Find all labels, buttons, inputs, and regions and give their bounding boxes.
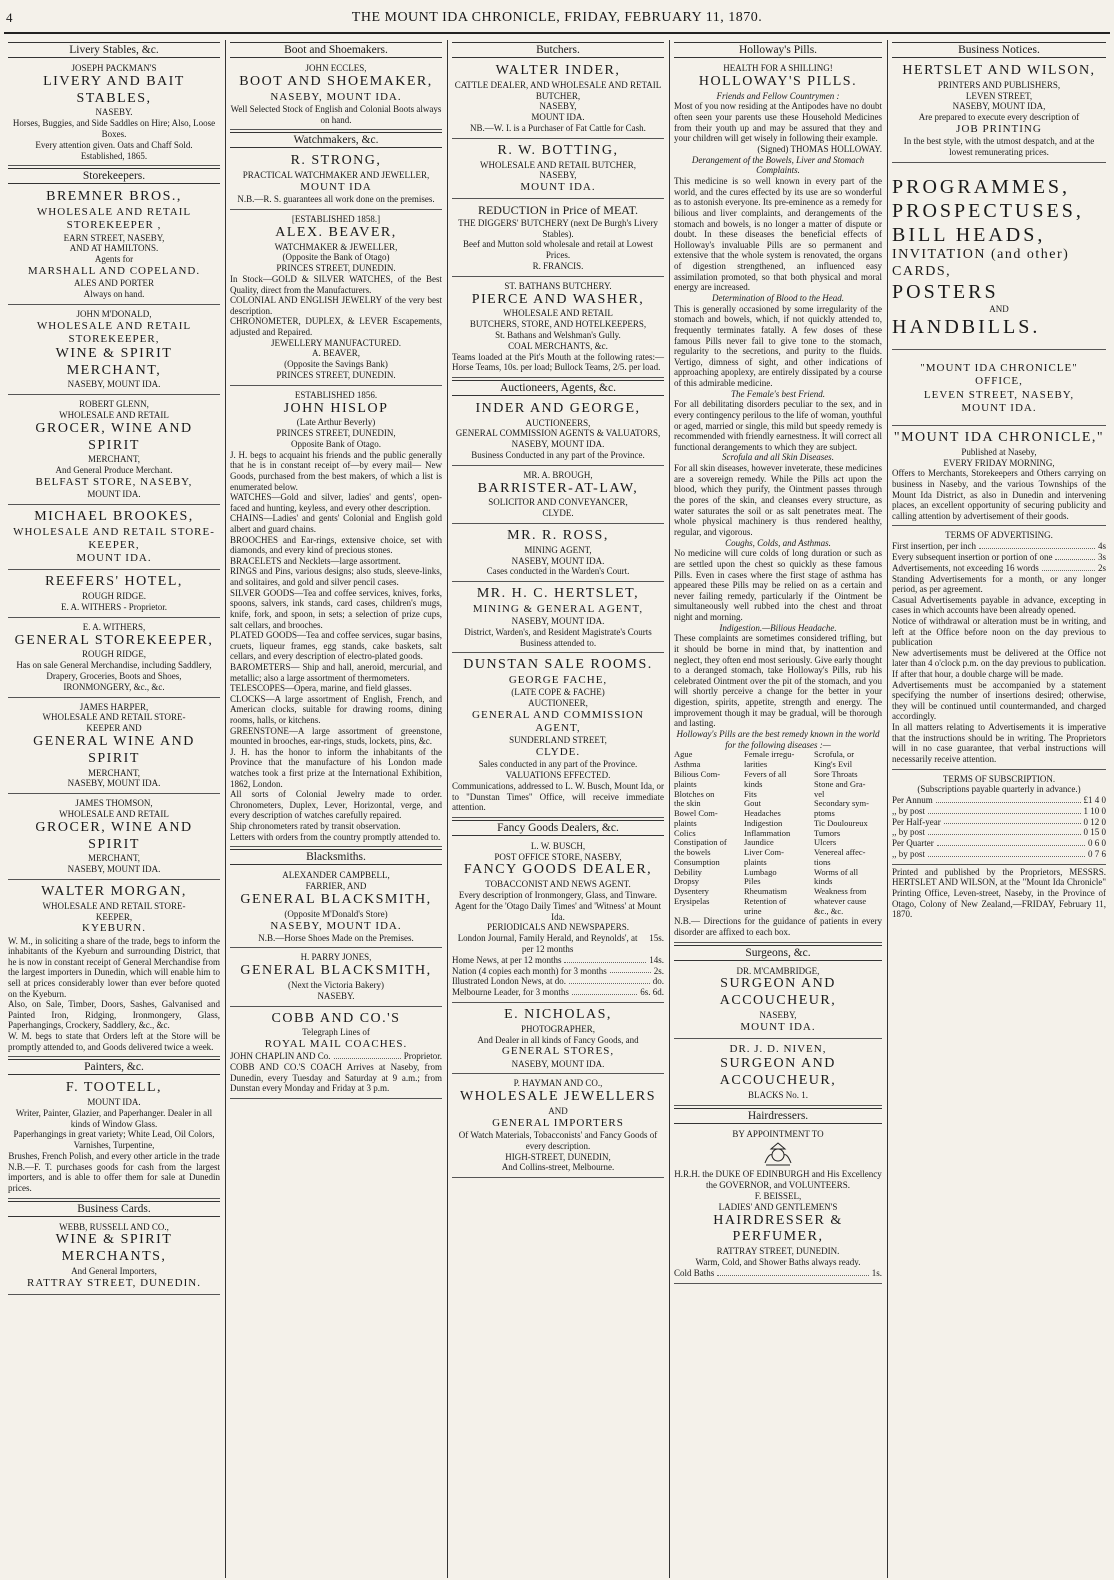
- section-heading: Surgeons, &c.: [674, 945, 882, 961]
- disease-item: Secondary sym-: [814, 798, 870, 809]
- rate-value: 4s: [1097, 541, 1106, 552]
- masthead: [0, 0, 1114, 34]
- section-heading: Holloway's Pills.: [674, 42, 882, 58]
- disease-item: Fits: [744, 788, 757, 799]
- disease-item: Weakness from: [814, 886, 867, 897]
- ad-subscription: TERMS OF SUBSCRIPTION. (Subscriptions payable quarterly in advance.) Per Annum £1 4 0 ,, by post 1 10 0 Per Half-year 0 12 0 ,, by post 0 15 0 Per Quarter 0 6 0 ,, by post 0 7 6: [892, 772, 1106, 865]
- disease-item: Tic Douloureux: [814, 817, 868, 828]
- disease-item: Dysentery: [674, 886, 709, 897]
- ad-niven: DR. J. D. NIVEN, SURGEON AND ACCOUCHEUR, BLACKS No. 1.: [674, 1041, 882, 1106]
- ad-beissel: BY APPOINTMENT TO H.R.H. the DUKE OF EDINBURGH and His Excellency the GOVERNOR, and VOLUNTEERS. F. BEISSEL, LADIES' AND GENTLEMEN'S HAIRDRESSER & PERFUMER, RATTRAY STREET, DUNEDIN. Warm, Cold, and Shower Baths always ready. Cold Baths 1s.: [674, 1127, 882, 1284]
- rate-label: ,, by post: [892, 849, 926, 860]
- disease-item: Ague: [674, 749, 693, 760]
- ad-reefers: REEFERS' HOTEL, ROUGH RIDGE. E. A. WITHERS - Proprietor.: [8, 572, 220, 617]
- ad-office: "MOUNT IDA CHRONICLE" OFFICE, LEVEN STREET, NASEBY, MOUNT IDA.: [892, 352, 1106, 426]
- disease-item: plaints: [674, 817, 697, 828]
- disease-item: Dropsy: [674, 876, 700, 887]
- newspaper-title: THE MOUNT IDA CHRONICLE, FRIDAY, FEBRUARY 11, 1870.: [351, 10, 763, 25]
- rate-label: First insertion, per inch: [892, 541, 976, 552]
- section-heading: Fancy Goods Dealers, &c.: [452, 820, 664, 836]
- section-heading: Blacksmiths.: [230, 849, 442, 865]
- subscription-rates: [892, 795, 1106, 860]
- ad-glenn: ROBERT GLENN, WHOLESALE AND RETAIL GROCER, WINE AND SPIRIT MERCHANT, And General Produce Merchant. BELFAST STORE, NASEBY, MOUNT IDA.: [8, 397, 220, 505]
- disease-item: Retention of: [744, 895, 787, 906]
- rate-value: 0 12 0: [1083, 816, 1106, 827]
- column-5: [888, 40, 1110, 1578]
- ad-withers: E. A. WITHERS, GENERAL STOREKEEPER, ROUGH RIDGE, Has on sale General Merchandise, including Saddlery, Drapery, Groceries, Boots and Shoes, IRONMONGERY, &c., &c.: [8, 620, 220, 698]
- ad-terms: TERMS OF ADVERTISING. First insertion, per inch 4s Every subsequent insertion or portion of one 3s Advertisements, not exceeding 16 words 2s Standing Advertisements for a month, or any longer period, as per agreement. Casual Advertisements payable in advance, excepting in cases in which accounts have been already opened. Notice of withdrawal or alteration must be in writing, and left at the Office before noon on the day previous to publication New advertisements must be delivered at the Office not later than 4 o'clock p.m. on the day previous to publication. If after that hour, a double charge will be made. Advertisements must be accompanied by a statement specifying the number of insertions desired; otherwise, they will be continued until countermanded, and charged accordingly. In all matters relating to Advertisements it is imperative that the instructions should be in writing. The Proprietors will in no case guarantee, that verbal instructions will necessarily receive attention.: [892, 528, 1106, 769]
- ad-hislop: ESTABLISHED 1856. JOHN HISLOP (Late Arthur Beverly) PRINCES STREET, DUNEDIN, Opposite Bank of Otago. J. H. begs to acquaint his friends and the public generally that he is in constant receipt of—by every mail— New Goods, purchased from the best makers, of which a list is enumerated below. WATCHES—Gold and silver, ladies' and gents', open-faced and hunting, keyless, and every other description. CHAINS—Ladies' and gents' Colonial and English gold albert and guard chains. BROOCHES and Ear-rings, extensive choice, set with diamonds, and every kind of precious stones. BRACELETS and Necklets—large assortment. RINGS and Pins, various designs; also studs, sleeve-links, and solitaires, and gold and silver pencil cases. SILVER GOODS—Tea and coffee services, knives, forks, spoons, salvers, ink stands, card cases, children's mugs, knife, fork, and spoon, in sets; a selection of prize cups, salt cellars, and brooches. PLATED GOODS—Tea and coffee services, sugar basins, cruets, liqueur frames, egg stands, cake baskets, salt cellars, and every description of electro-plated goods. BAROMETERS— Ship and hall, aneroid, mercurial, and metallic; also a large assortment of thermometers. TELESCOPES—Opera, marine, and field glasses. CLOCKS—A large assortment of English, French, and American clocks, suitable for drawing rooms, dining rooms, halls, or kitchens. GREENSTONE—A large assortment of greenstone, mounted in brooches, ear-rings, studs, lockets, pins, &c. J. H. has the honor to inform the inhabitants of the Province that the manufacture of his London made watches took a first prize at the International Exhibition, 1862, London. All sorts of Colonial Jewelry made to order. Chronometers, Duplex, Lever, Horizontal, verge, and every description of watches carefully repaired. Ship chronometers rated by transit observation. Letters with orders from the country promptly attended to.: [230, 388, 442, 848]
- rate-label: Per Half-year: [892, 816, 941, 827]
- royal-crest-icon: [761, 1141, 795, 1167]
- rate-label: ,, by post: [892, 827, 926, 838]
- ad-jones: H. PARRY JONES, GENERAL BLACKSMITH, (Next the Victoria Bakery) NASEBY.: [230, 950, 442, 1006]
- disease-item: kinds: [744, 778, 763, 789]
- advertising-rates: [892, 541, 1106, 573]
- rate-value: £1 4 0: [1083, 795, 1106, 806]
- ad-hayman: P. HAYMAN AND CO., WHOLESALE JEWELLERS AND GENERAL IMPORTERS Of Watch Materials, Tobacconists' and Fancy Goods of every description. HIGH-STREET, DUNEDIN, And Collins-street, Melbourne.: [452, 1076, 664, 1178]
- ad-mcdonald: JOHN M'DONALD, WHOLESALE AND RETAIL STOREKEEPER, WINE & SPIRIT MERCHANT, NASEBY, MOUNT IDA.: [8, 307, 220, 396]
- section-heading: Business Notices.: [892, 42, 1106, 58]
- ad-nicholas: E. NICHOLAS, PHOTOGRAPHER, And Dealer in all kinds of Fancy Goods, and GENERAL STORES, NASEBY, MOUNT IDA.: [452, 1005, 664, 1074]
- disease-item: Consumption: [674, 856, 720, 867]
- ad-packman: JOSEPH PACKMAN'S LIVERY AND BAIT STABLES, NASEBY. Horses, Buggies, and Side Saddles on Hire; Also, Loose Boxes. Every attention given. Oats and Chaff Sold. Established, 1865.: [8, 61, 220, 166]
- section-heading: Auctioneers, Agents, &c.: [452, 380, 664, 396]
- rate-value: 2s: [1097, 562, 1106, 573]
- ad-inder: WALTER INDER, CATTLE DEALER, AND WHOLESALE AND RETAIL BUTCHER, NASEBY, MOUNT IDA. NB.—W. I. is a Purchaser of Fat Cattle for Cash.: [452, 61, 664, 139]
- rate-label: ,, by post: [892, 805, 926, 816]
- rate-value: 3s: [1097, 551, 1106, 562]
- section-heading: Watchmakers, &c.: [230, 132, 442, 148]
- rate-label: Per Annum: [892, 795, 933, 806]
- rate-value: 0 15 0: [1083, 827, 1106, 838]
- ad-francis: REDUCTION in Price of MEAT. THE DIGGERS' BUTCHERY (next De Burgh's Livery Stables). Beef and Mutton sold wholesale and retail at Lowest Prices. R. FRANCIS.: [452, 201, 664, 276]
- disease-item: Headaches: [744, 808, 781, 819]
- disease-item: Ulcers: [814, 837, 837, 848]
- column-2: [226, 40, 446, 1578]
- disease-item: Piles: [744, 876, 761, 887]
- disease-item: plaints: [744, 856, 767, 867]
- disease-item: Debility: [674, 866, 702, 877]
- disease-item: Rheumatism: [744, 886, 787, 897]
- disease-item: Worms of all: [814, 866, 859, 877]
- disease-item: Jaundice: [744, 837, 774, 848]
- disease-item: the skin: [674, 798, 701, 809]
- page-number: 4: [6, 10, 13, 25]
- diseases-table: [674, 750, 882, 916]
- masthead-rule: [4, 32, 1110, 34]
- newspaper-columns: [4, 40, 1110, 1578]
- ad-ross: MR. R. ROSS, MINING AGENT, NASEBY, MOUNT IDA. Cases conducted in the Warden's Court.: [452, 526, 664, 582]
- disease-item: Bilious Com-: [674, 768, 721, 779]
- disease-item: Sore Throats: [814, 768, 858, 779]
- disease-item: Stone and Gra-: [814, 778, 866, 789]
- ad-mccambridge: DR. M'CAMBRIDGE, SURGEON AND ACCOUCHEUR, NASEBY, MOUNT IDA.: [674, 964, 882, 1039]
- rate-row: [892, 806, 1106, 817]
- column-1: [4, 40, 224, 1578]
- section-heading: Livery Stables, &c.: [8, 42, 220, 58]
- ad-hertslet-agent: MR. H. C. HERTSLET, MINING & GENERAL AGENT, NASEBY, MOUNT IDA. District, Warden's, and Resident Magistrate's Courts Business attended to.: [452, 584, 664, 653]
- disease-item: Scrofula, or: [814, 749, 855, 760]
- disease-item: ptoms: [814, 808, 835, 819]
- ad-morgan: WALTER MORGAN, WHOLESALE AND RETAIL STORE- KEEPER, KYEBURN. W. M., in soliciting a share of the trade, begs to inform the inhabitants of the Kyeburn and surrounding District, that he is now in constant receipt of General Merchandise from the largest importers in Dunedin, which will enable him to sell at prices considerably lower than ever before quoted on the Kyeburn. Also, on Sale, Timber, Doors, Sashes, Galvanised and Painted Iron, Ridging, Ironmongery, Glass, Paperhangings, Crockery, Saddlery, &c., &c. W. M. begs to state that Orders left at the Store will be promptly attended to, and Goods delivered twice a week.: [8, 882, 220, 1057]
- disease-item: Bowel Com-: [674, 808, 718, 819]
- section-heading: Butchers.: [452, 42, 664, 58]
- ad-inder-george: INDER AND GEORGE, AUCTIONEERS, GENERAL COMMISSION AGENTS & VALUATORS, NASEBY, MOUNT IDA. Business Conducted in any part of the Province.: [452, 399, 664, 466]
- disease-item: Tumors: [814, 827, 841, 838]
- disease-item: Liver Com-: [744, 847, 784, 858]
- column-3: [448, 40, 668, 1578]
- column-4: [670, 40, 886, 1578]
- rate-label: Per Quarter: [892, 838, 934, 849]
- section-heading: Storekeepers.: [8, 168, 220, 184]
- disease-item: Blotches on: [674, 788, 715, 799]
- disease-item: whatever cause: [814, 895, 867, 906]
- rate-value: 1 10 0: [1083, 805, 1106, 816]
- rate-row: [892, 827, 1106, 838]
- disease-item: larities: [744, 759, 768, 770]
- disease-item: plaints: [674, 778, 697, 789]
- disease-item: Inflammation: [744, 827, 791, 838]
- ad-hertslet-wilson: HERTSLET AND WILSON, PRINTERS AND PUBLISHERS, LEVEN STREET, NASEBY, MOUNT IDA, Are prepared to execute every description of JOB PRINTING In the best style, with the utmost despatch, and at the lowest remunerating prices.: [892, 61, 1106, 163]
- ad-pierce: ST. BATHANS BUTCHERY. PIERCE AND WASHER, WHOLESALE AND RETAIL BUTCHERS, STORE, AND HOTELKEEPERS, St. Bathans and Welshman's Gully. COAL MERCHANTS, &c. Teams loaded at the Pit's Mouth at the following rates:—Horse Teams, 10s. per load; Bullock Teams, 2/5. per load.: [452, 279, 664, 378]
- disease-item: vel: [814, 788, 825, 799]
- ad-bremner: BREMNER BROS., WHOLESALE AND RETAIL STOREKEEPER , EARN STREET, NASEBY, AND AT HAMILTONS. Agents for MARSHALL AND COPELAND. ALES AND PORTER Always on hand.: [8, 187, 220, 304]
- disease-item: Constipation of: [674, 837, 727, 848]
- section-heading: Hairdressers.: [674, 1108, 882, 1124]
- ad-beaver: [ESTABLISHED 1858.] ALEX. BEAVER, WATCHMAKER & JEWELLER, (Opposite the Bank of Otago) PRINCES STREET, DUNEDIN. In Stock—GOLD & SILVER WATCHES, of the Best Quality, direct from the Manufacturers. COLONIAL AND ENGLISH JEWELRY of the very best description. CHRONOMETER, DUPLEX, & LEVER Escapements, adjusted and Repaired. JEWELLERY MANUFACTURED. A. BEAVER, (Opposite the Savings Bank) PRINCES STREET, DUNEDIN.: [230, 212, 442, 386]
- rate-row: [892, 838, 1106, 849]
- disease-item: Fevers of all: [744, 768, 787, 779]
- disease-item: Erysipelas: [674, 895, 710, 906]
- ad-brookes: MICHAEL BROOKES, WHOLESALE AND RETAIL STORE- KEEPER, MOUNT IDA.: [8, 507, 220, 570]
- rate-value: 0 6 0: [1088, 838, 1106, 849]
- ad-printing-list: PROGRAMMES, PROSPECTUSES, BILL HEADS, INVITATION (and other) CARDS, POSTERS AND HANDBILLS.: [892, 165, 1106, 350]
- section-heading: Business Cards.: [8, 1201, 220, 1217]
- disease-item: urine: [744, 905, 762, 916]
- disease-item: &c., &c.: [814, 905, 844, 916]
- disease-item: King's Evil: [814, 759, 853, 770]
- rate-label: Every subsequent insertion or portion of one: [892, 551, 1053, 562]
- rate-row: [892, 552, 1106, 563]
- rate-row: [892, 849, 1106, 860]
- ad-botting: R. W. BOTTING, WHOLESALE AND RETAIL BUTCHER, NASEBY, MOUNT IDA.: [452, 141, 664, 200]
- ad-eccles: JOHN ECCLES, BOOT AND SHOEMAKER, NASEBY, MOUNT IDA. Well Selected Stock of English and Colonial Boots always on hand.: [230, 61, 442, 130]
- disease-item: Female irregu-: [744, 749, 795, 760]
- ad-busch: L. W. BUSCH, POST OFFICE STORE, NASEBY, FANCY GOODS DEALER, TOBACCONIST AND NEWS AGENT. Every description of Ironmongery, Glass, and Tinware. Agent for the 'Otago Daily Times' and 'Witness' at Mount Ida. PERIODICALS AND NEWSPAPERS. London Journal, Family Herald, and Reynolds', at per 12 months 15s. Home News, at per 12 months 14s. Nation (4 copies each month) for 3 months 2s. Illustrated London News, at do. do. Melbourne Leader, for 3 months 6s. 6d.: [452, 839, 664, 1003]
- rate-row: [892, 817, 1106, 828]
- imprint: Printed and published by the Proprietors, MESSRS. HERTSLET AND WILSON, at the "Mount Ida Chronicle" Printing Office, Leven-street, Naseby, in the Province of Otago, Colony of New Zealand,—FRIDAY, February 11, 1870.: [892, 866, 1106, 920]
- rate-row: [892, 795, 1106, 806]
- ad-webb: WEBB, RUSSELL AND CO., WINE & SPIRIT MERCHANTS, And General Importers, RATTRAY STREET, DUNEDIN.: [8, 1220, 220, 1295]
- ad-campbell: ALEXANDER CAMPBELL, FARRIER, AND GENERAL BLACKSMITH, (Opposite M'Donald's Store) NASEBY, MOUNT IDA. N.B.—Horse Shoes Made on the Premises.: [230, 868, 442, 948]
- disease-item: Venereal affec-: [814, 847, 866, 858]
- ad-tootell: F. TOOTELL, MOUNT IDA. Writer, Painter, Glazier, and Paperhanger. Dealer in all kinds of Window Glass. Paperhangings in great variety; White Lead, Oil Colors, Varnishes, Turpentine, Brushes, French Polish, and every other article in the trade N.B.—F. T. purchases goods for cash from the largest importers, and is able to offer them for sale at Dunedin prices.: [8, 1078, 220, 1198]
- ad-chronicle: "MOUNT IDA CHRONICLE," Published at Naseby, EVERY FRIDAY MORNING, Offers to Merchants, Storekeepers and Others carrying on business in Naseby, and the various Townships of the Mount Ida District, as also in Dunedin and intervening places, an excellent opportunity of securing publicity and calling attention by advertisement of their goods.: [892, 428, 1106, 526]
- ad-dunstan: DUNSTAN SALE ROOMS. GEORGE FACHE, (LATE COPE & FACHE) AUCTIONEER, GENERAL AND COMMISSION AGENT, SUNDERLAND STREET, CLYDE. Sales conducted in any part of the Province. VALUATIONS EFFECTED. Communications, addressed to L. W. Busch, Mount Ida, or to "Dunstan Times" Office, will receive immediate attention.: [452, 655, 664, 817]
- disease-item: Gout: [744, 798, 761, 809]
- ad-strong: R. STRONG, PRACTICAL WATCHMAKER AND JEWELLER, MOUNT IDA N.B.—R. S. guarantees all work done on the premises.: [230, 151, 442, 210]
- ad-brough: MR. A. BROUGH, BARRISTER-AT-LAW, SOLICITOR AND CONVEYANCER, CLYDE.: [452, 468, 664, 524]
- ad-holloway: HEALTH FOR A SHILLING! HOLLOWAY'S PILLS. Friends and Fellow Countrymen : Most of you now residing at the Antipodes have no doubt often seen your parents use these Household Medicines from their youth up and may be assured that they and your children will get wisely in following their example. (Signed) THOMAS HOLLOWAY. Derangement of the Bowels, Liver and Stomach Complaints. This medicine is so well known in every part of the world, and the cures effected by its use are so wonderful as to astonish everyone. Its pre-eminence as a remedy for bilious and liver complaints, and derangements of the stomach and bowels, is no longer a matter of dispute or doubt. In these diseases the beneficial effects of Holloway's invaluable Pills are so permanent and extensive that the whole system is renovated, the organs of digestion strengthened, an influenced easy assimilation promoted, so that both physical and moral energy are increased. Determination of Blood to the Head. This is generally occasioned by some irregularity of the stomach and bowels, which, if not quickly attended to, frequently terminates fatally. A few doses of these famous Pills never fail to give tone to the stomach, regularity to the secretions, and purity to the fluids. Vertigo, dimness of sight, and other indications of approaching apoplexy, are entirely dissipated by a course of this admirable medicine. The Female's best Friend. For all debilitating disorders peculiar to the sex, and in every contingency perilous to the life of woman, youthful or aged, married or single, this mild but speedy remedy is recommended with friendly earnestness. It will correct all functional derangements to which they are subject. Scrofula and all Skin Diseases. For all skin diseases, however inveterate, these medicines are a sovereign remedy. While the Pills act upon the blood, which they purify, the Ointment passes through the pores of the skin, and cleanses every structure, as water saturates the soil or as salt penetrates meat. The whole physical machinery is thus rendered healthy, regular, and vigorous. Coughs, Colds, and Asthmas. No medicine will cure colds of long duration or such as are settled upon the chest so quickly as these famous Pills. Even in cases where the first stage of asthma has appeared these Pills may be relied on as a certain and never failing remedy, particularly if the Ointment be simultaneously well rubbed into the chest and throat night and morning. Indigestion.—Bilious Headache. These complaints are sometimes considered trifling, but it should be borne in mind that, by inattention and neglect, they often end most seriously. Give early thought to a deranged stomach, take Holloway's Pills, rub his celebrated Ointment over the pit of the stomach, and you will shortly perceive a change for the better in your digestion, spirits, appetite, strength and energy. The improvement though it may be gradual, will be thorough and lasting. Holloway's Pills are the best remedy known in the world for the following diseases :— Ague Asthma Bilious Com- plaints Blotches on the skin Bowel Com- plaints Colics Constipation of the bowels Consumption Debility Dropsy Dysentery Erysipelas Female irregu- larities Fevers of all kinds Fits Gout Headaches Indigestion Inflammation Jaundice Liver Com- plaints Lumbago Piles Rheumatism Retention of urine Scrofula, or King's Evil Sore Throats Stone and Gra- vel Secondary sym- ptoms Tic Douloureux Tumors Ulcers Venereal affec- tions Worms of all kinds Weakness from whatever cause &c., &c. N.B.— Directions for the guidance of patients in every disorder are affixed to each box.: [674, 61, 882, 943]
- section-heading: Painters, &c.: [8, 1059, 220, 1075]
- disease-item: Indigestion: [744, 817, 783, 828]
- rate-label: Advertisements, not exceeding 16 words: [892, 562, 1039, 573]
- disease-item: tions: [814, 856, 831, 867]
- ad-thomson: JAMES THOMSON, WHOLESALE AND RETAIL GROCER, WINE AND SPIRIT MERCHANT, NASEBY, MOUNT IDA.: [8, 796, 220, 880]
- disease-item: kinds: [814, 876, 833, 887]
- disease-item: Asthma: [674, 759, 701, 770]
- disease-item: Colics: [674, 827, 696, 838]
- rate-row: [892, 541, 1106, 552]
- rate-value: 0 7 6: [1088, 849, 1106, 860]
- rate-row: [892, 563, 1106, 574]
- disease-item: Lumbago: [744, 866, 777, 877]
- ad-cobb: COBB AND CO.'S Telegraph Lines of ROYAL MAIL COACHES. JOHN CHAPLIN AND Co. Proprietor. COBB AND CO.'S COACH Arrives at Naseby, from Dunedin, every Tuesday and Saturday at 9 a.m.; from Dunstan every Monday and Friday at 3 p.m.: [230, 1009, 442, 1099]
- ad-harper: JAMES HARPER, WHOLESALE AND RETAIL STORE- KEEPER AND GENERAL WINE AND SPIRIT MERCHANT, NASEBY, MOUNT IDA.: [8, 700, 220, 795]
- disease-item: the bowels: [674, 847, 711, 858]
- section-heading: Boot and Shoemakers.: [230, 42, 442, 58]
